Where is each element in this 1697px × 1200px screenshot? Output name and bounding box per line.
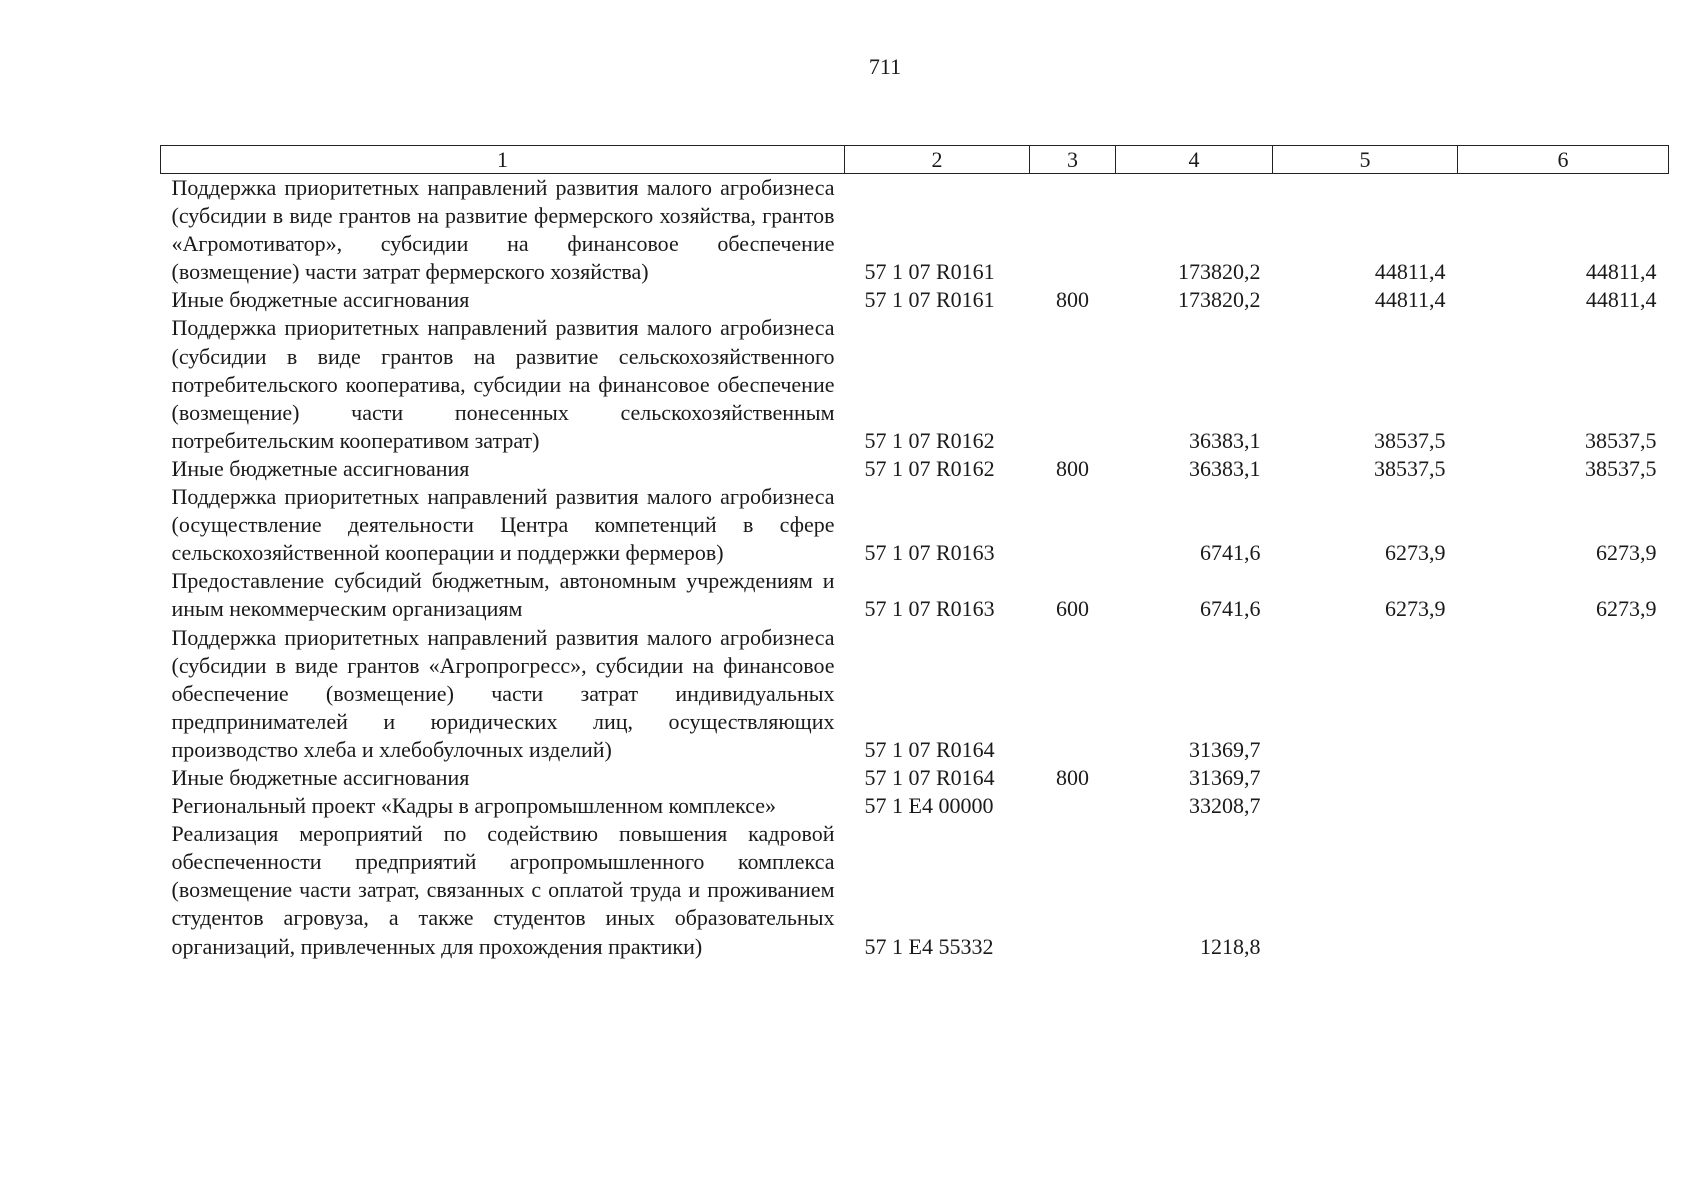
row-name: Поддержка приоритетных направлений развития малого агробизнеса (субсидии в виде грантов «Агропрогресс», субсидии на финансовое обеспечение (возмещение) части затрат индивидуальных предпринимателей и юридических лиц, осуществляющих производство хлеба и хлебобулочных изделий): [171, 624, 835, 762]
row-value-col4: 33208,7: [1189, 793, 1261, 819]
row-name: Поддержка приоритетных направлений развития малого агробизнеса (осуществление деятельности Центра компетенций в сфере сельскохозяйственной кооперации и поддержки фермеров): [171, 484, 835, 566]
row-value-col4: 36383,1: [1189, 427, 1261, 453]
row-value-col5: 6273,9: [1385, 596, 1446, 622]
table-row: [161, 314, 1669, 454]
row-expense-type: [1030, 174, 1116, 287]
row-name: Поддержка приоритетных направлений развития малого агробизнеса (субсидии в виде грантов на развитие сельскохозяйственного потребительского кооператива, субсидии на финансовое обеспечение (возмещение) части понесенных сельскохозяйственным потребительским кооперативом затрат): [171, 315, 835, 453]
row-expense-type: [1030, 820, 1116, 960]
budget-table: [160, 145, 1669, 961]
row-value-col4: 6741,6: [1200, 540, 1261, 566]
row-name: Иные бюджетные ассигнования: [171, 764, 470, 790]
row-value-col5: [1273, 820, 1458, 960]
header-col-6: 6: [1458, 146, 1669, 174]
row-value-col5: 6273,9: [1385, 540, 1446, 566]
header-col-4: 4: [1116, 146, 1273, 174]
row-code: 57 1 07 R0164: [864, 764, 995, 790]
page-number: 711: [868, 54, 902, 79]
row-value-col6: [1458, 792, 1669, 820]
row-value-col6: 6273,9: [1596, 540, 1657, 566]
row-name: Иные бюджетные ассигнования: [171, 287, 470, 313]
row-value-col6: 44811,4: [1585, 287, 1657, 313]
row-expense-type: [1030, 483, 1116, 567]
row-value-col5: [1273, 764, 1458, 792]
row-expense-type: [1030, 792, 1116, 820]
row-value-col5: 44811,4: [1374, 287, 1446, 313]
row-expense-type: 600: [1056, 596, 1089, 622]
table-row: [161, 624, 1669, 764]
row-code: 57 1 07 R0161: [864, 287, 995, 313]
row-value-col4: 31369,7: [1189, 764, 1261, 790]
row-expense-type: 800: [1056, 287, 1089, 313]
table-row: [161, 483, 1669, 567]
row-value-col4: 173820,2: [1178, 259, 1261, 285]
row-value-col5: [1273, 792, 1458, 820]
header-col-3: 3: [1030, 146, 1116, 174]
row-code: 57 1 07 R0161: [864, 259, 995, 285]
table-row: [161, 455, 1669, 483]
row-code: 57 1 07 R0164: [864, 736, 995, 762]
row-value-col4: 31369,7: [1189, 736, 1261, 762]
row-name: Предоставление субсидий бюджетным, автономным учреждениям и иным некоммерческим организациям: [171, 568, 835, 622]
row-expense-type: [1030, 624, 1116, 764]
table-row: [161, 764, 1669, 792]
row-value-col6: 6273,9: [1596, 596, 1657, 622]
row-expense-type: [1030, 314, 1116, 454]
table-row: [161, 286, 1669, 314]
table-row: [161, 792, 1669, 820]
row-value-col4: 173820,2: [1178, 287, 1261, 313]
row-code: 57 1 07 R0163: [864, 596, 995, 622]
header-col-2: 2: [845, 146, 1030, 174]
row-expense-type: 800: [1056, 455, 1089, 481]
row-value-col5: 38537,5: [1374, 427, 1446, 453]
row-value-col6: 44811,4: [1585, 259, 1657, 285]
row-value-col4: 6741,6: [1200, 596, 1261, 622]
row-name: Реализация мероприятий по содействию повышения кадровой обеспеченности предприятий агропромышленного комплекса (возмещение части затрат, связанных с оплатой труда и проживанием студентов агровуза, а также студентов иных образовательных организаций, привлеченных для прохождения практики): [171, 821, 835, 959]
row-value-col5: 44811,4: [1374, 259, 1446, 285]
row-value-col4: 1218,8: [1200, 933, 1261, 959]
row-value-col5: [1273, 624, 1458, 764]
table-row: [161, 174, 1669, 287]
row-name: Иные бюджетные ассигнования: [171, 455, 470, 481]
header-col-1: 1: [161, 146, 845, 174]
row-code: 57 1 E4 00000: [864, 793, 994, 819]
row-value-col6: [1458, 764, 1669, 792]
row-value-col5: 38537,5: [1374, 455, 1446, 481]
row-code: 57 1 E4 55332: [864, 933, 994, 959]
row-name: Региональный проект «Кадры в агропромышленном комплексе»: [171, 793, 777, 819]
row-value-col4: 36383,1: [1189, 455, 1261, 481]
table-row: [161, 567, 1669, 623]
row-expense-type: 800: [1056, 764, 1089, 790]
row-code: 57 1 07 R0163: [864, 540, 995, 566]
row-value-col6: [1458, 820, 1669, 960]
table-header-row: [161, 146, 1669, 174]
row-value-col6: 38537,5: [1585, 427, 1657, 453]
row-name: Поддержка приоритетных направлений развития малого агробизнеса (субсидии в виде грантов на развитие фермерского хозяйства, грантов «Агромотиватор», субсидии на финансовое обеспечение (возмещение) части затрат фермерского хозяйства): [171, 175, 835, 285]
row-value-col6: 38537,5: [1585, 455, 1657, 481]
header-col-5: 5: [1273, 146, 1458, 174]
row-value-col6: [1458, 624, 1669, 764]
table-row: [161, 820, 1669, 960]
row-code: 57 1 07 R0162: [864, 427, 995, 453]
row-code: 57 1 07 R0162: [864, 455, 995, 481]
